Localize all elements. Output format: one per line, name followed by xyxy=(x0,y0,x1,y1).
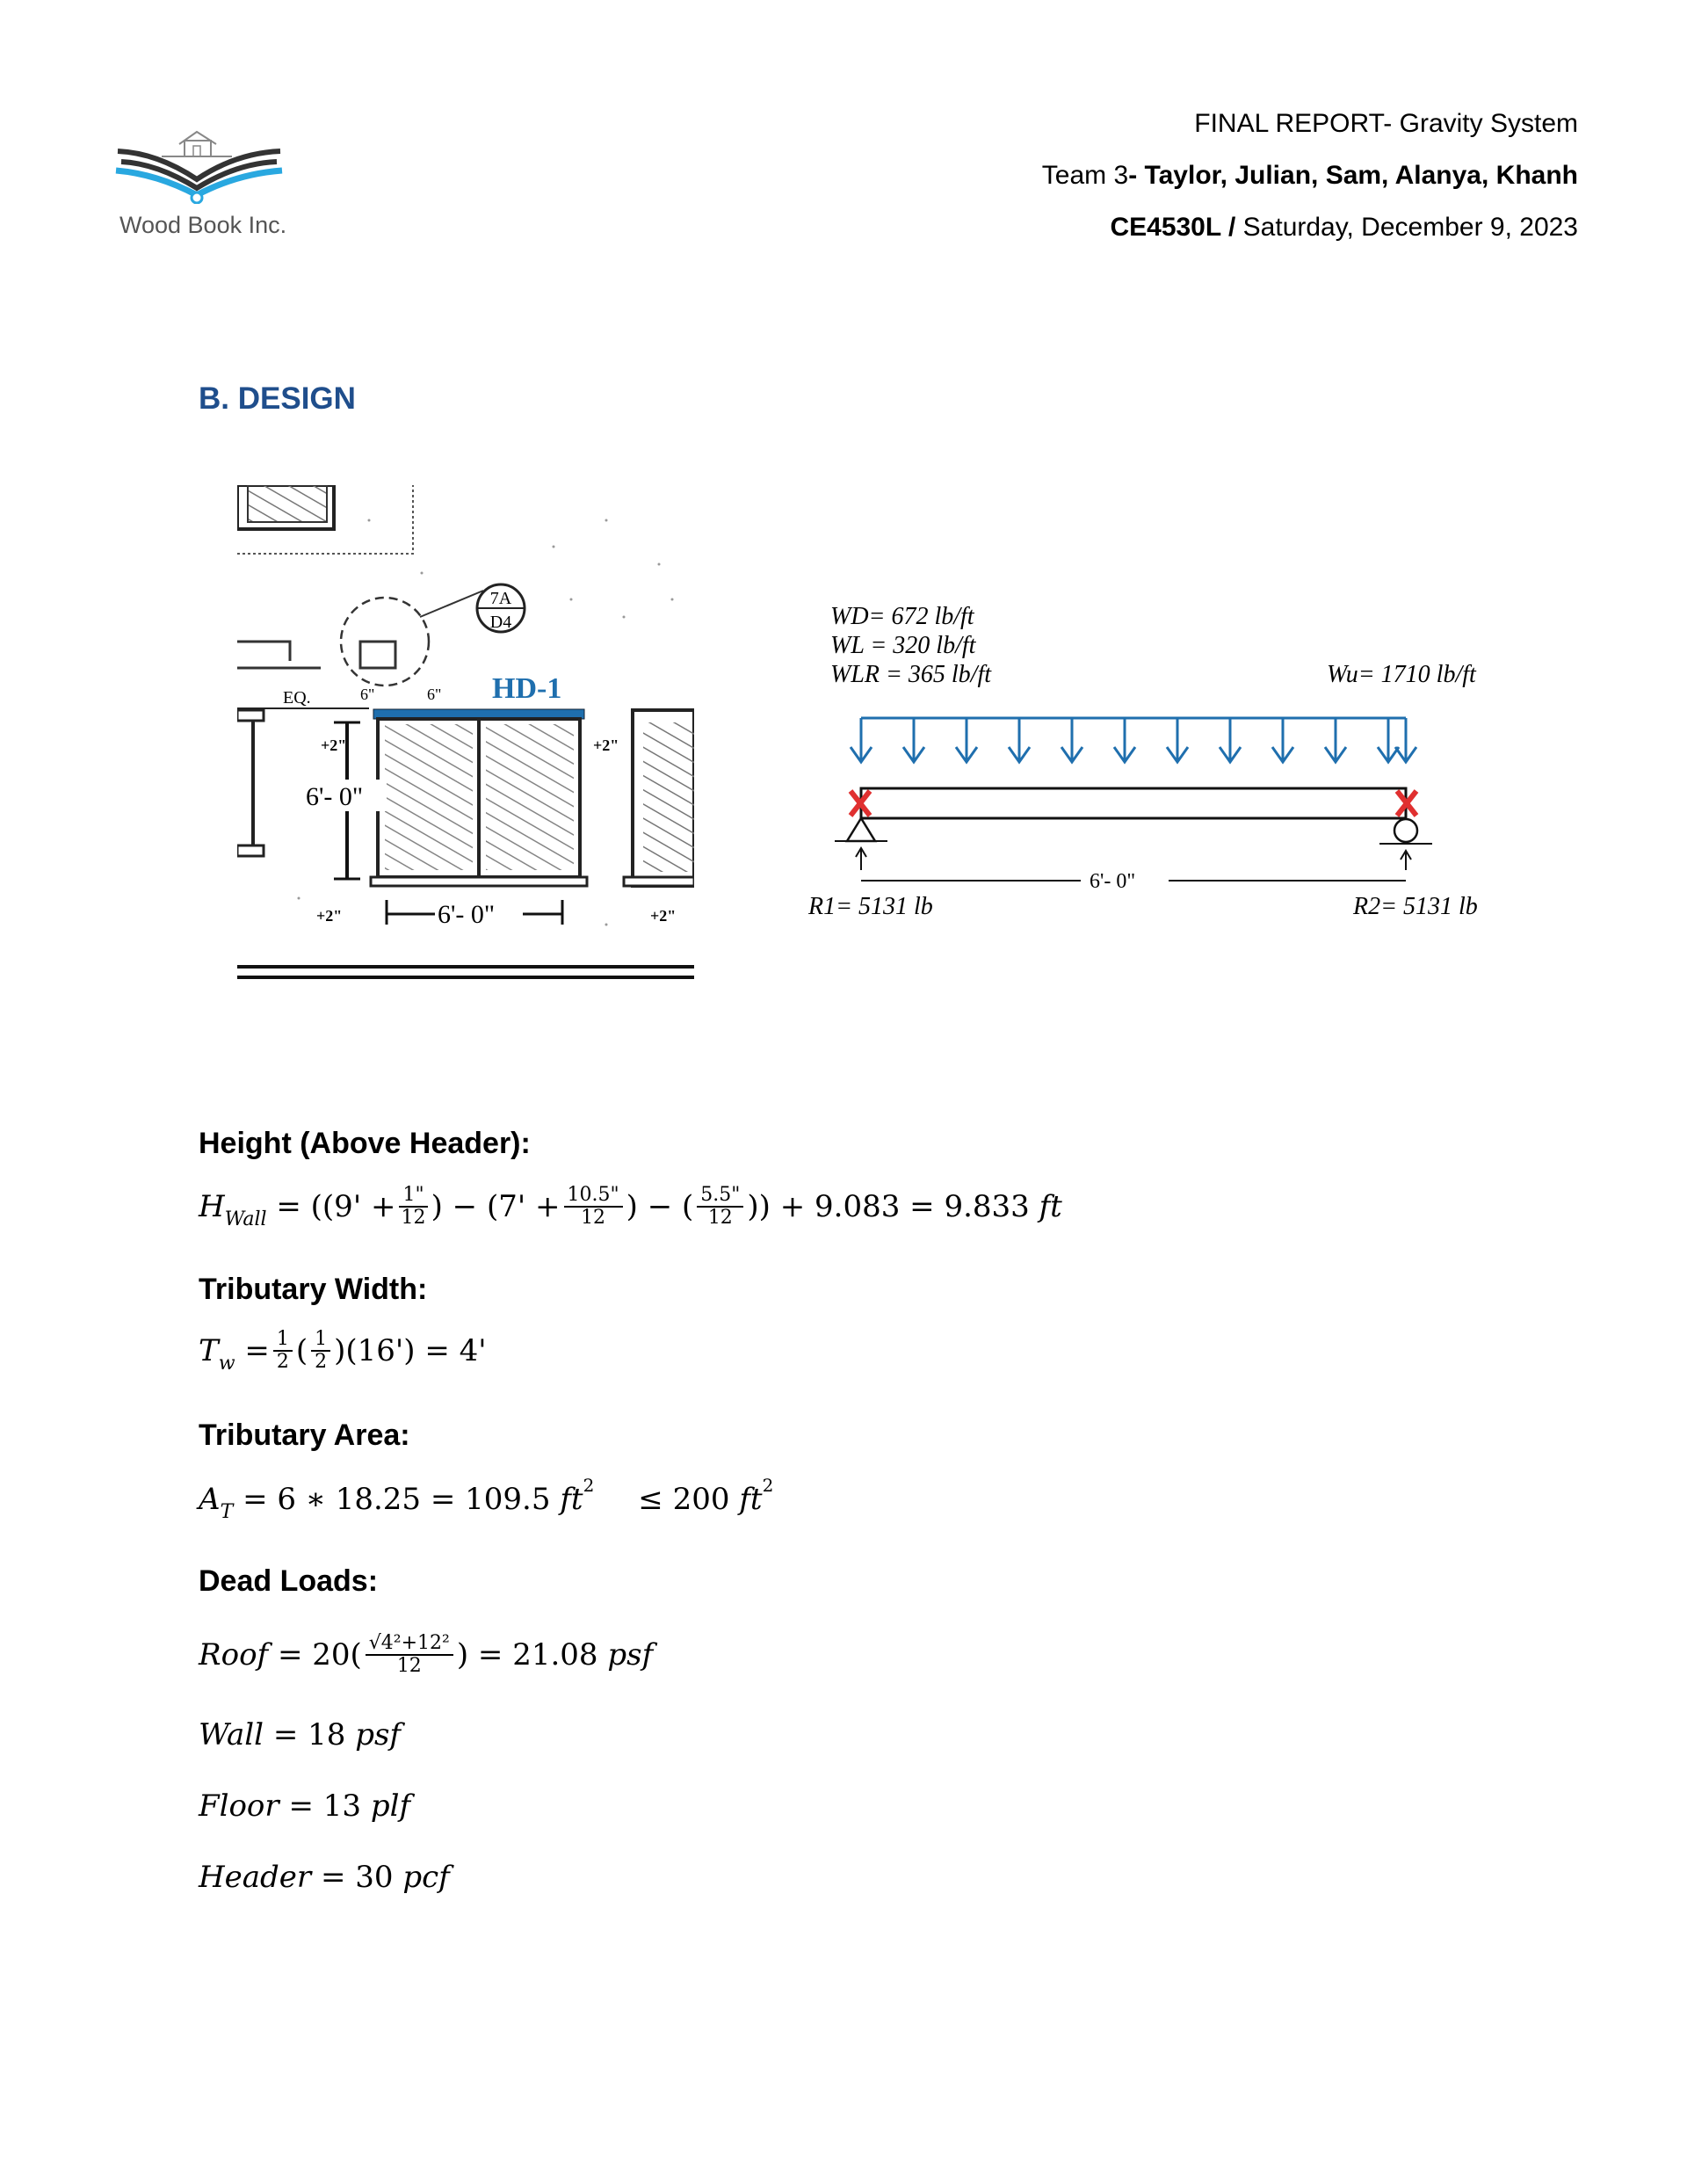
floor-symbol: Floor xyxy=(199,1789,279,1824)
tw-subscript: w xyxy=(218,1352,235,1375)
tw-symbol: T xyxy=(199,1333,219,1369)
live-load-label: WL = 320 lb/ft xyxy=(830,632,976,659)
h-part2: ) − (7' + xyxy=(431,1189,561,1225)
at-symbol: A xyxy=(199,1482,221,1517)
plus2-b: +2" xyxy=(593,736,619,754)
tw-frac2: $\frac{1}{2}$ xyxy=(311,1329,330,1373)
at-unit1: ft xyxy=(560,1482,583,1517)
report-date: Saturday, December 9, 2023 xyxy=(1235,213,1578,242)
at-expression: = 6 ∗ 18.25 = 109.5 xyxy=(243,1482,551,1517)
plus2-d: +2" xyxy=(650,907,677,925)
wall-unit: psf xyxy=(355,1717,401,1752)
roof-part2: ) = 21.08 xyxy=(456,1637,598,1673)
roller-support-icon xyxy=(1394,819,1417,842)
trib-width-label: Tributary Width: xyxy=(199,1273,428,1306)
roof-symbol: Roof xyxy=(199,1637,269,1673)
at-sup2: 2 xyxy=(762,1475,774,1496)
section-title: B. DESIGN xyxy=(199,381,356,416)
header-label: HD-1 xyxy=(492,672,562,705)
h-frac2: $\frac{10.5"}{12}$ xyxy=(564,1185,623,1229)
width-dim-label: 6'- 0" xyxy=(438,900,496,929)
dim-6in-a: 6" xyxy=(360,686,375,703)
dead-loads-label: Dead Loads: xyxy=(199,1564,379,1598)
h-symbol: H xyxy=(199,1189,225,1225)
roof-part1: = 20( xyxy=(277,1637,362,1673)
roof-live-load-label: WLR = 365 lb/ft xyxy=(830,661,992,688)
dead-load-label: WD= 672 lb/ft xyxy=(830,603,974,630)
course-code: CE4530L / xyxy=(1110,213,1236,242)
detail-ref-bottom: D4 xyxy=(489,613,512,632)
roof-frac: $\frac{\text{√4²+12²}}{12}$ xyxy=(366,1633,453,1677)
reaction-arrows xyxy=(856,848,1411,870)
height-dim-label: 6'- 0" xyxy=(306,782,364,811)
height-equation xyxy=(199,1185,1062,1229)
trib-area-label: Tributary Area: xyxy=(199,1419,410,1452)
plus2-a: +2" xyxy=(321,736,347,754)
beam-member xyxy=(861,788,1406,818)
at-subscript: T xyxy=(220,1500,234,1523)
header-symbol: Header xyxy=(199,1860,312,1895)
distributed-load-arrows xyxy=(851,718,1416,762)
plus2-c: +2" xyxy=(316,907,343,925)
h-part3: ) − ( xyxy=(626,1189,694,1225)
team-line xyxy=(1042,161,1578,191)
tw-frac1: $\frac{1}{2}$ xyxy=(273,1329,293,1373)
at-sup1: 2 xyxy=(583,1475,595,1496)
company-logo xyxy=(109,107,302,239)
trib-area-equation xyxy=(199,1475,774,1523)
tw-paren: ( xyxy=(295,1333,308,1369)
team-members: - Taylor, Julian, Sam, Alanya, Khanh xyxy=(1128,161,1578,190)
tw-equals: = xyxy=(244,1333,270,1369)
h-frac1: $\frac{1"}{12}$ xyxy=(399,1185,427,1229)
reaction-r1-label: R1= 5131 lb xyxy=(808,893,933,920)
roof-equation xyxy=(199,1633,653,1677)
eq-label: EQ. xyxy=(283,688,311,707)
floor-value: = 13 xyxy=(288,1789,362,1824)
at-unit2: ft xyxy=(739,1482,763,1517)
beam-load-diagram xyxy=(791,589,1511,940)
factored-load-label: Wu= 1710 lb/ft xyxy=(1327,661,1476,688)
h-unit: ft xyxy=(1039,1189,1062,1225)
course-date-line xyxy=(1110,213,1578,243)
h-frac3: $\frac{5.5"}{12}$ xyxy=(697,1185,743,1229)
wall-value: = 18 xyxy=(272,1717,346,1752)
logo-brand-text: Wood Book Inc. xyxy=(119,212,287,238)
trib-width-equation xyxy=(199,1329,487,1373)
tw-result: )(16') = 4' xyxy=(334,1333,487,1369)
h-part1: = ((9' + xyxy=(276,1189,396,1225)
reaction-r2-label: R2= 5131 lb xyxy=(1353,893,1478,920)
span-label: 6'- 0" xyxy=(1090,870,1136,893)
detail-ref-top: 7A xyxy=(489,589,512,608)
report-title: FINAL REPORT- Gravity System xyxy=(1194,109,1578,138)
h-part4: )) + 9.083 = 9.833 xyxy=(747,1189,1030,1225)
header-value: = 30 xyxy=(321,1860,394,1895)
dim-6in-b: 6" xyxy=(427,686,442,703)
at-limit: ≤ 200 xyxy=(638,1482,730,1517)
team-prefix: Team 3 xyxy=(1041,161,1129,190)
book-house-logo-icon xyxy=(109,107,302,204)
pin-support-icon xyxy=(847,818,875,841)
wall-equation xyxy=(199,1717,401,1752)
floor-plan-detail xyxy=(237,485,694,984)
floor-unit: plf xyxy=(370,1789,411,1824)
header-equation xyxy=(199,1860,450,1895)
floor-equation xyxy=(199,1789,410,1824)
h-subscript: Wall xyxy=(224,1208,267,1230)
height-label: Height (Above Header): xyxy=(199,1127,531,1160)
roof-unit: psf xyxy=(607,1637,654,1673)
header-unit: pcf xyxy=(402,1860,450,1895)
wall-symbol: Wall xyxy=(199,1717,264,1752)
